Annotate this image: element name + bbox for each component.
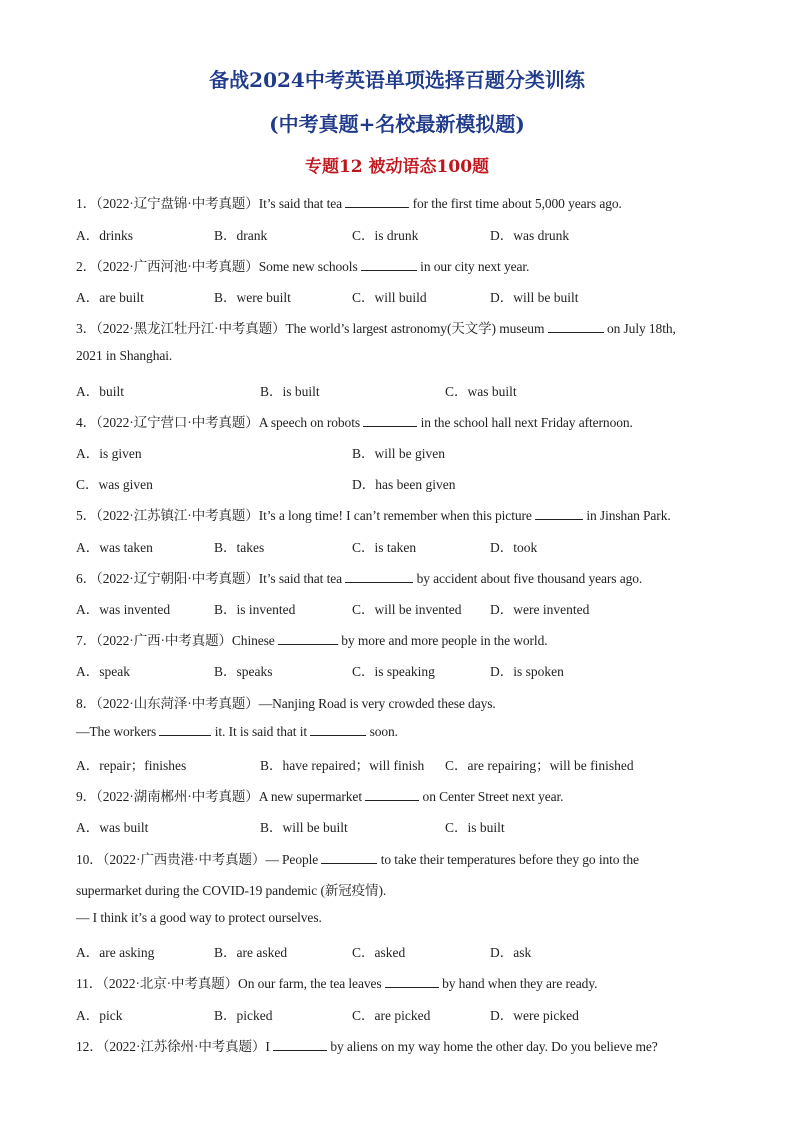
- question-source: 2．（2022·广西河池·中考真题）: [76, 259, 259, 274]
- question-text: A speech on robots: [258, 415, 361, 430]
- question-text: It’s a long time! I can’t remember when this picture: [258, 508, 532, 523]
- question-text: I: [265, 1039, 270, 1054]
- answer-blank: [535, 507, 583, 520]
- question-text: for the first time about 5,000 years ago.: [412, 196, 622, 211]
- answer-blank: [363, 414, 417, 427]
- option-d[interactable]: D．has been given: [352, 477, 456, 492]
- question-8-continued: [76, 723, 398, 740]
- option-a[interactable]: A．repair；finishes: [76, 758, 187, 773]
- answer-blank: [159, 723, 211, 736]
- question-text: — People: [265, 852, 319, 867]
- question-11: [76, 972, 597, 992]
- option-a[interactable]: A．are built: [76, 290, 144, 305]
- question-10-continued: supermarket during the COVID-19 pandemic (新冠疫情).: [76, 883, 387, 898]
- answer-blank: [361, 258, 417, 271]
- question-6: [76, 567, 642, 587]
- question-source: 12．（2022·江苏徐州·中考真题）: [76, 1039, 266, 1054]
- question-text: by hand when they are ready.: [442, 976, 598, 991]
- question-text: It’s said that tea: [258, 196, 343, 211]
- option-b[interactable]: B．is invented: [214, 602, 296, 617]
- option-c[interactable]: C．are repairing；will be finished: [445, 758, 634, 773]
- option-b[interactable]: B．have repaired；will finish: [260, 758, 425, 773]
- question-12: [76, 1035, 658, 1055]
- question-text: in Jinshan Park.: [586, 508, 671, 523]
- question-7: [76, 629, 548, 649]
- question-source: 3．（2022·黑龙江牡丹江·中考真题）: [76, 321, 286, 336]
- question-4: [76, 411, 633, 431]
- option-b[interactable]: B．drank: [214, 228, 268, 243]
- question-text: in the school hall next Friday afternoon.: [420, 415, 633, 430]
- option-a[interactable]: A．was invented: [76, 602, 171, 617]
- option-a[interactable]: A．is given: [76, 446, 142, 461]
- option-d[interactable]: D．were picked: [490, 1008, 579, 1023]
- option-a[interactable]: A．drinks: [76, 228, 133, 243]
- question-text: by accident about five thousand years ago.: [416, 571, 643, 586]
- option-c[interactable]: C．is drunk: [352, 228, 419, 243]
- answer-blank: [385, 975, 439, 988]
- document-subtitle: (中考真题+名校最新模拟题): [269, 112, 525, 136]
- option-b[interactable]: B．will be built: [260, 820, 348, 835]
- question-text: —Nanjing Road is very crowded these days.: [258, 696, 496, 711]
- answer-blank: [278, 632, 338, 645]
- option-d[interactable]: D．will be built: [490, 290, 579, 305]
- question-source: 8．（2022·山东菏泽·中考真题）: [76, 696, 259, 711]
- option-b[interactable]: B．are asked: [214, 945, 288, 960]
- option-d[interactable]: D．was drunk: [490, 228, 570, 243]
- answer-blank: [345, 195, 409, 208]
- question-source: 9．（2022·湖南郴州·中考真题）: [76, 789, 259, 804]
- question-text: On our farm, the tea leaves: [238, 976, 382, 991]
- question-source: 11．（2022·北京·中考真题）: [76, 976, 239, 991]
- option-a[interactable]: A．built: [76, 384, 125, 399]
- question-source: 1．（2022·辽宁盘锦·中考真题）: [76, 196, 259, 211]
- answer-blank: [321, 851, 377, 864]
- option-c[interactable]: C．was built: [445, 384, 517, 399]
- document-title: 备战2024中考英语单项选择百题分类训练: [209, 68, 585, 92]
- question-text: on Center Street next year.: [422, 789, 564, 804]
- option-a[interactable]: A．speak: [76, 664, 130, 679]
- option-d[interactable]: D．were invented: [490, 602, 590, 617]
- question-text: soon.: [369, 724, 398, 739]
- option-d[interactable]: D．took: [490, 540, 538, 555]
- question-5: [76, 504, 671, 524]
- question-text: to take their temperatures before they go into the: [380, 852, 639, 867]
- option-a[interactable]: A．are asking: [76, 945, 155, 960]
- option-c[interactable]: C．will be invented: [352, 602, 462, 617]
- option-c[interactable]: C．asked: [352, 945, 406, 960]
- option-b[interactable]: B．speaks: [214, 664, 273, 679]
- question-text: It’s said that tea: [258, 571, 343, 586]
- option-b[interactable]: B．takes: [214, 540, 265, 555]
- question-text: by more and more people in the world.: [341, 633, 548, 648]
- question-8: [76, 692, 496, 712]
- answer-blank: [365, 788, 419, 801]
- question-text: The world’s largest astronomy(天文学) museum: [285, 321, 545, 336]
- question-2: [76, 255, 529, 275]
- question-3-continued: 2021 in Shanghai.: [76, 348, 173, 363]
- question-3: [76, 317, 676, 337]
- question-source: 10．（2022·广西贵港·中考真题）: [76, 852, 266, 867]
- option-a[interactable]: A．was taken: [76, 540, 153, 555]
- question-9: [76, 785, 563, 805]
- option-d[interactable]: D．is spoken: [490, 664, 564, 679]
- option-c[interactable]: C．will build: [352, 290, 427, 305]
- option-c[interactable]: C．is taken: [352, 540, 417, 555]
- question-text: by aliens on my way home the other day. Do you believe me?: [330, 1039, 658, 1054]
- option-c[interactable]: C．is built: [445, 820, 505, 835]
- option-c[interactable]: C．was given: [76, 477, 153, 492]
- question-source: 7．（2022·广西·中考真题）: [76, 633, 232, 648]
- option-c[interactable]: C．are picked: [352, 1008, 431, 1023]
- question-text: —The workers: [76, 724, 157, 739]
- option-c[interactable]: C．is speaking: [352, 664, 435, 679]
- question-source: 4．（2022·辽宁营口·中考真题）: [76, 415, 259, 430]
- answer-blank: [548, 320, 604, 333]
- option-b[interactable]: B．were built: [214, 290, 291, 305]
- option-b[interactable]: B．picked: [214, 1008, 273, 1023]
- answer-blank: [310, 723, 366, 736]
- option-a[interactable]: A．pick: [76, 1008, 123, 1023]
- question-10-reply: — I think it’s a good way to protect ourselves.: [76, 910, 322, 925]
- option-b[interactable]: B．will be given: [352, 446, 445, 461]
- question-10: [76, 848, 639, 868]
- question-1: [76, 192, 622, 212]
- option-d[interactable]: D．ask: [490, 945, 532, 960]
- answer-blank: [345, 570, 413, 583]
- question-text: Chinese: [231, 633, 275, 648]
- option-a[interactable]: A．was built: [76, 820, 149, 835]
- question-source: 6．（2022·辽宁朝阳·中考真题）: [76, 571, 259, 586]
- question-text: A new supermarket: [258, 789, 362, 804]
- option-b[interactable]: B．is built: [260, 384, 320, 399]
- question-source: 5．（2022·江苏镇江·中考真题）: [76, 508, 259, 523]
- answer-blank: [273, 1038, 327, 1051]
- topic-heading: 专题12 被动语态100题: [304, 157, 490, 177]
- question-text: Some new schools: [258, 259, 358, 274]
- question-text: in our city next year.: [420, 259, 530, 274]
- question-text: on July 18th,: [606, 321, 676, 336]
- question-text: it. It is said that it: [214, 724, 308, 739]
